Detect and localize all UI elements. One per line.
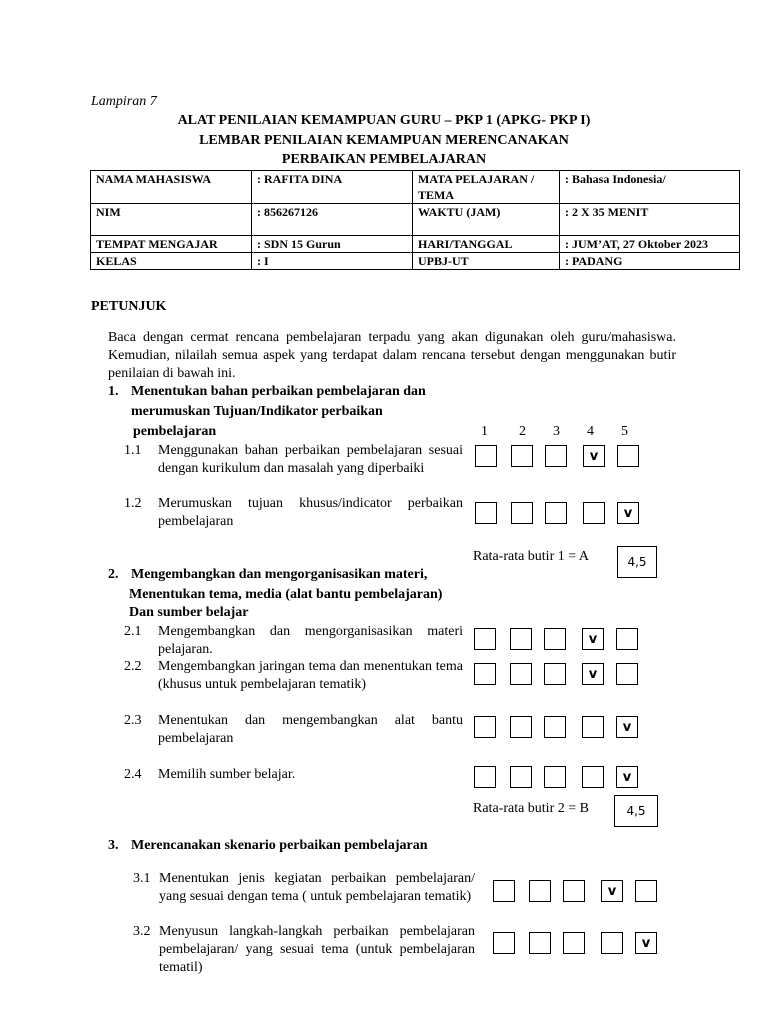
table-cell: : I [252, 253, 413, 270]
rating-checkbox-4[interactable]: v [583, 445, 605, 467]
rating-checkbox-3[interactable] [544, 663, 566, 685]
section-title: Mengembangkan dan mengorganisasikan materi, [131, 567, 428, 582]
rating-checkbox-2[interactable] [510, 766, 532, 788]
rating-checkbox-4[interactable] [583, 502, 605, 524]
scale-label: 1 [481, 424, 488, 439]
table-cell: MATA PELAJARAN / TEMA [413, 171, 560, 204]
item-text: Menyusun langkah-langkah perbaikan pembelajaran pembelajaran/ yang sesuai tema (untuk pembelajaran tematil) [159, 924, 475, 975]
section-title: Menentukan bahan perbaikan pembelajaran dan [131, 384, 426, 399]
section-title: Merencanakan skenario perbaikan pembelajaran [131, 838, 428, 853]
scale-label: 3 [553, 424, 560, 439]
rating-checkbox-1[interactable] [493, 932, 515, 954]
rating-checkbox-1[interactable] [474, 663, 496, 685]
rating-checkbox-2[interactable] [511, 445, 533, 467]
table-cell: NIM [91, 204, 252, 236]
rating-checkbox-3[interactable] [544, 766, 566, 788]
rating-checkbox-4[interactable] [601, 932, 623, 954]
rating-checkbox-5[interactable]: v [616, 766, 638, 788]
item-text: Merumuskan tujuan khusus/indicator perbaikan pembelajaran [158, 496, 463, 529]
instructions-text: Baca dengan cermat rencana pembelajaran terpadu yang akan digunakan oleh guru/mahasiswa. Kemudian, nilailah semua aspek yang terdapat dalam rencana tersebut dengan menggunakan butir penilaian di bawah ini. [108, 330, 676, 381]
student-info-table [90, 170, 740, 270]
rating-checkbox-5[interactable] [616, 663, 638, 685]
rating-checkbox-5[interactable]: v [617, 502, 639, 524]
item-text: Menggunakan bahan perbaikan pembelajaran sesuai dengan kurikulum dan masalah yang diperbaiki [158, 443, 463, 476]
table-cell: : 856267126 [252, 204, 413, 236]
item-text: Mengembangkan dan mengorganisasikan materi pelajaran. [158, 624, 463, 657]
rating-checkbox-4[interactable] [582, 766, 604, 788]
table-cell: : 2 X 35 MENIT [560, 204, 740, 236]
rating-checkbox-1[interactable] [474, 628, 496, 650]
rating-checkbox-3[interactable] [545, 502, 567, 524]
form-title: ALAT PENILAIAN KEMAMPUAN GURU – PKP 1 (APKG- PKP I) [177, 113, 591, 128]
table-cell: NAMA MAHASISWA [91, 171, 252, 204]
appendix-label: Lampiran 7 [91, 94, 157, 109]
table-cell: KELAS [91, 253, 252, 270]
average-label: Rata-rata butir 1 = A [473, 549, 589, 564]
rating-checkbox-4[interactable]: v [601, 880, 623, 902]
item-number: 2.3 [124, 713, 142, 728]
table-cell: TEMPAT MENGAJAR [91, 236, 252, 253]
average-value-box: 4,5 [614, 795, 658, 827]
rating-checkbox-5[interactable] [635, 880, 657, 902]
section-number: 2. [108, 567, 119, 582]
rating-checkbox-2[interactable] [529, 880, 551, 902]
table-row [91, 204, 740, 236]
item-text: Memilih sumber belajar. [158, 767, 296, 782]
table-cell: : SDN 15 Gurun [252, 236, 413, 253]
item-number: 3.1 [133, 871, 151, 886]
rating-checkbox-2[interactable] [510, 716, 532, 738]
rating-checkbox-5[interactable] [616, 628, 638, 650]
scale-label: 5 [621, 424, 628, 439]
rating-checkbox-1[interactable] [475, 445, 497, 467]
section-number: 1. [108, 384, 119, 399]
table-cell: : Bahasa Indonesia/ [560, 171, 740, 204]
item-number: 2.1 [124, 624, 142, 639]
table-cell: : PADANG [560, 253, 740, 270]
rating-checkbox-5[interactable]: v [616, 716, 638, 738]
rating-checkbox-3[interactable] [544, 628, 566, 650]
item-number: 1.1 [124, 443, 142, 458]
table-row [91, 171, 740, 204]
item-number: 2.2 [124, 659, 142, 674]
section-title: pembelajaran [133, 424, 217, 439]
rating-checkbox-5[interactable] [617, 445, 639, 467]
rating-checkbox-1[interactable] [493, 880, 515, 902]
form-subtitle-2: PERBAIKAN PEMBELAJARAN [281, 152, 487, 167]
rating-checkbox-4[interactable]: v [582, 663, 604, 685]
rating-checkbox-3[interactable] [563, 880, 585, 902]
table-row [91, 236, 740, 253]
item-text: Menentukan jenis kegiatan perbaikan pembelajaran/ yang sesuai dengan tema ( untuk pembelajaran tematik) [159, 871, 475, 904]
table-cell: WAKTU (JAM) [413, 204, 560, 236]
scale-label: 2 [519, 424, 526, 439]
item-number: 1.2 [124, 496, 142, 511]
scale-label: 4 [587, 424, 594, 439]
item-text: Menentukan dan mengembangkan alat bantu pembelajaran [158, 713, 463, 746]
section-number: 3. [108, 838, 119, 853]
table-cell: HARI/TANGGAL [413, 236, 560, 253]
rating-checkbox-2[interactable] [511, 502, 533, 524]
item-number: 3.2 [133, 924, 151, 939]
rating-checkbox-3[interactable] [544, 716, 566, 738]
rating-checkbox-4[interactable]: v [582, 628, 604, 650]
rating-checkbox-1[interactable] [475, 502, 497, 524]
item-text: Mengembangkan jaringan tema dan menentukan tema (khusus untuk pembelajaran tematik) [158, 659, 463, 692]
item-number: 2.4 [124, 767, 142, 782]
table-row [91, 253, 740, 270]
section-title: Menentukan tema, media (alat bantu pembelajaran) [129, 587, 443, 602]
rating-checkbox-4[interactable] [582, 716, 604, 738]
rating-checkbox-3[interactable] [563, 932, 585, 954]
rating-checkbox-5[interactable]: v [635, 932, 657, 954]
rating-checkbox-1[interactable] [474, 716, 496, 738]
rating-checkbox-3[interactable] [545, 445, 567, 467]
rating-checkbox-2[interactable] [529, 932, 551, 954]
table-cell: : RAFITA DINA [252, 171, 413, 204]
average-label: Rata-rata butir 2 = B [473, 801, 589, 816]
rating-checkbox-2[interactable] [510, 663, 532, 685]
instructions-heading: PETUNJUK [91, 299, 167, 314]
average-value-box: 4,5 [617, 546, 657, 578]
table-cell: UPBJ-UT [413, 253, 560, 270]
table-cell: : JUM’AT, 27 Oktober 2023 [560, 236, 740, 253]
rating-checkbox-1[interactable] [474, 766, 496, 788]
rating-checkbox-2[interactable] [510, 628, 532, 650]
form-subtitle: LEMBAR PENILAIAN KEMAMPUAN MERENCANAKAN [199, 133, 569, 148]
section-title: Dan sumber belajar [129, 605, 249, 620]
section-title: merumuskan Tujuan/Indikator perbaikan [131, 404, 383, 419]
